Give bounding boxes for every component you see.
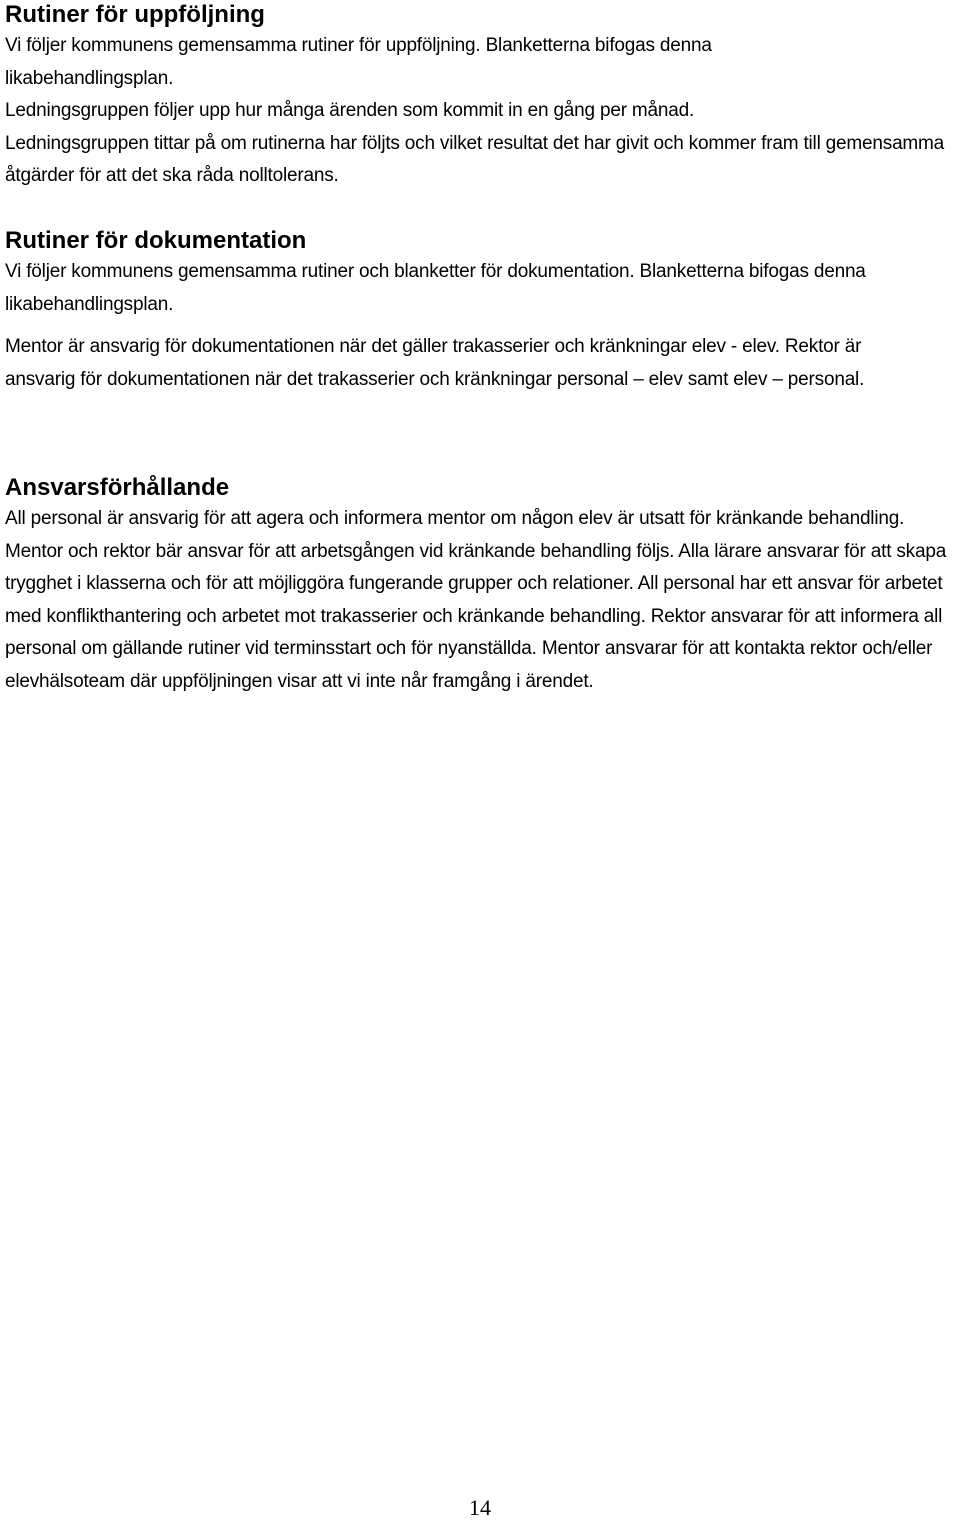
section-heading: Rutiner för dokumentation — [5, 227, 307, 254]
section-heading: Ansvarsförhållande — [5, 474, 230, 501]
section-rutiner-uppfoljning — [5, 0, 950, 193]
section-ansvarsforhallande — [5, 473, 960, 698]
page-number: 14 — [469, 1495, 491, 1520]
paragraph: Vi följer kommunens gemensamma rutiner för uppföljning. Blanketterna bifogas denna likabehandlingsplan. — [5, 35, 712, 89]
section-rutiner-dokumentation — [5, 226, 955, 396]
paragraph: Ledningsgruppen följer upp hur många ärenden som kommit in en gång per månad. — [5, 100, 695, 121]
paragraph: Mentor är ansvarig för dokumentationen när det gäller trakasserier och kränkningar elev - elev. Rektor är ansvarig för dokumentationen när det trakasserier och kränkningar personal – elev samt elev – personal. — [5, 336, 865, 390]
paragraph: Ledningsgruppen tittar på om rutinerna har följts och vilket resultat det har givit och kommer fram till gemensamma åtgärder för att det ska råda nolltolerans. — [5, 132, 945, 186]
section-heading: Rutiner för uppföljning — [5, 1, 265, 28]
paragraph: All personal är ansvarig för att agera och informera mentor om någon elev är utsatt för kränkande behandling. Mentor och rektor bär ansvar för att arbetsgången vid kränkande behandling följs. Alla lärare ansvarar för att skapa trygghet i klasserna och för att möjliggöra fungerande grupper och relationer. All personal har ett ansvar för arbetet med konflikthantering och arbetet mot trakasserier och kränkande behandling. Rektor ansvarar för att informera all personal om gällande rutiner vid terminsstart och för nyanställda. Mentor ansvarar för att kontakta rektor och/eller elevhälsoteam där uppföljningen visar att vi inte når framgång i ärendet. — [5, 508, 947, 692]
paragraph: Vi följer kommunens gemensamma rutiner och blanketter för dokumentation. Blanketterna bifogas denna likabehandlingsplan. — [5, 261, 866, 315]
